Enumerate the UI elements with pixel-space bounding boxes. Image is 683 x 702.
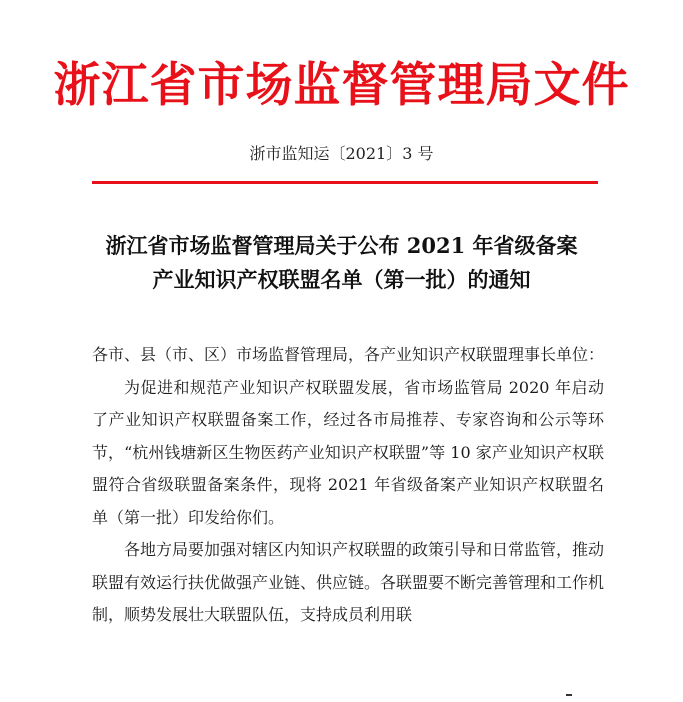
issuer-banner: 浙江省市场监督管理局文件: [53, 58, 630, 113]
salutation: 各市、县（市、区）市场监督管理局，各产业知识产权联盟理事长单位：: [92, 345, 605, 364]
document-number: 浙市监知运〔2021〕3 号: [249, 144, 434, 163]
notice-title: [70, 229, 613, 297]
notice-title-line-1: 浙江省市场监督管理局关于公布 2021 年省级备案: [105, 233, 578, 258]
notice-body: [92, 339, 604, 632]
notice-title-line-2: 产业知识产权联盟名单（第一批）的通知: [152, 267, 531, 292]
page-edge-mark: [566, 694, 572, 696]
body-paragraph-2: 各地方局要加强对辖区内知识产权联盟的政策引导和日常监管，推动联盟有效运行扶优做强产业链、供应链。各联盟要不断完善管理和工作机制，顺势发展壮大联盟队伍，支持成员利用联: [92, 540, 605, 624]
body-paragraph-1: 为促进和规范产业知识产权联盟发展，省市场监管局 2020 年启动了产业知识产权联盟备案工作，经过各市局推荐、专家咨询和公示等环节，“杭州钱塘新区生物医药产业知识产权联盟”等 10 家产业知识产权联盟符合省级联盟备案条件，现将 2021 年省级备案产业知识产权联盟名单（第一批）印发给你们。: [92, 377, 604, 527]
red-divider-line: [92, 181, 598, 184]
